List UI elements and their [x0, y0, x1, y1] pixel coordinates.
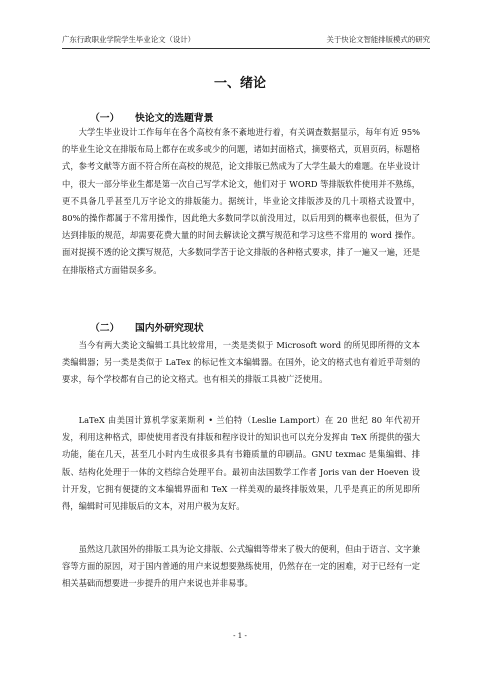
paragraph-background: 大学生毕业设计工作每年在各个高校有条不紊地进行着，有关调查数据显示，每年有近 95%的毕业生论文在排版布局上都存在或多或少的问题，诸如封面格式，摘要格式，页眉页码，标题格式，参考文献等方面不符合所在高校的规范，论文排版已然成为了大学生最大的难题。在毕业设计中，很大一部分毕业生都是第一次自己写学术论文，他们对于 WORD 等排版软件使用并不熟练，更不具备几乎甚至几万字论文的排版能力。据统计，毕业论文排版涉及的几十项格式设置中，80%的操作都属于不常用操作，因此绝大多数同学以前没用过，以后用到的概率也很低，但为了达到排版的规范，却需要花费大量的时间去解读论文撰写规范和学习这些不常用的 word 操作。面对捉摸不透的论文撰写规范，大多数同学苦于论文排版的各种格式要求，排了一遍又一遍，还是在排版格式方面错误多多。: [62, 127, 420, 275]
section-title: 国内外研究现状: [135, 323, 204, 334]
page-number: - 1 -: [233, 632, 247, 640]
section-title: 快论文的选题背景: [135, 113, 214, 124]
header-right: 关于快论文智能排版模式的研究: [326, 35, 430, 44]
chapter-title: 一、绪论: [213, 76, 266, 91]
paragraph-limitations: 虽然这几款国外的排版工具为论文排版、公式编辑等带来了极大的便利，但由于语言、文字兼容等方面的原因，对于国内普通的用户来说想要熟练使用，仍然存在一定的困难，对于已经有一定相关基础而想要进一步提升的用户来说也并非易事。: [62, 544, 420, 589]
section-heading-background: [90, 110, 213, 124]
paragraph-latex: LaTeX 由美国计算机学家莱斯利 • 兰伯特（Leslie Lamport）在 20 世纪 80 年代初开发，利用这种格式，即使使用者没有排版和程序设计的知识也可以充分发挥由 TeX 所提供的强大功能，能在几天，甚至几小时内生成很多具有书籍质量的印刷品。GNU texmac 是集编辑、排版、结构化处理于一体的文档综合处理平台。最初由法国数学工作者 Joris van der Hoeven 设计开发，它拥有便捷的文本编辑界面和 TeX 一样美观的最终排版效果，几乎是真正的所见即所得，编辑时可见排版后的文本，对用户极为友好。: [62, 415, 420, 512]
header-left: 广东行政职业学院学生毕业论文（设计）: [62, 35, 196, 44]
paragraph-editors: 当今有两大类论文编辑工具比较常用，一类是类似于 Microsoft word 的所见即所得的文本类编辑器；另一类是类似于 LaTex 的标记性文本编辑器。在国外，论文的格式也有着近乎苛刻的要求，每个学校都有自己的论文格式。也有相关的排版工具被广泛使用。: [62, 340, 420, 385]
section-number: （一）: [90, 113, 120, 124]
section-number: （二）: [90, 323, 120, 334]
page-header: [62, 34, 430, 49]
section-heading-research-status: [90, 320, 204, 334]
